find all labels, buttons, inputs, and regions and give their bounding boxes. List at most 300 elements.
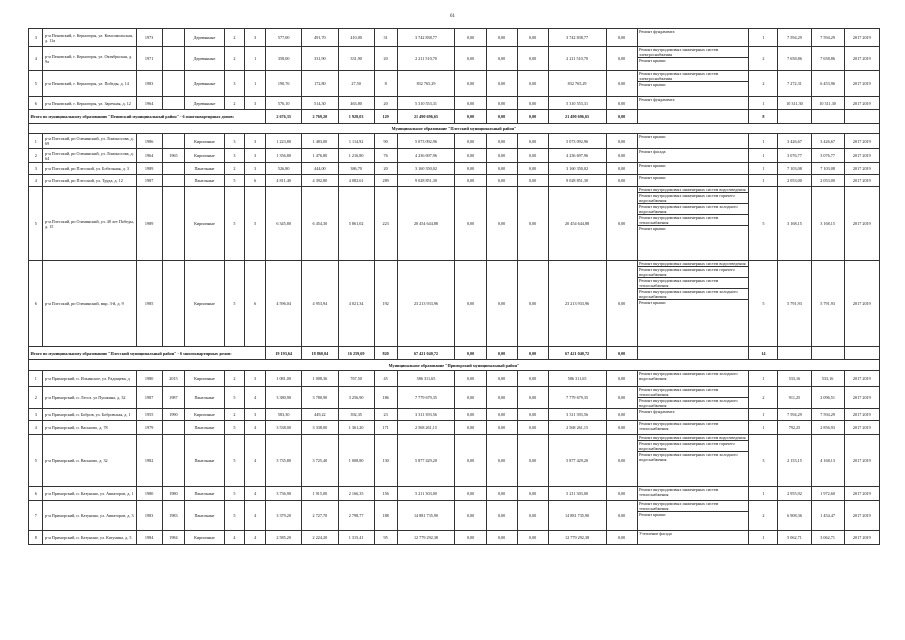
table-cell: 0,00 <box>455 487 486 501</box>
table-cell: 1 356,80 <box>266 149 302 163</box>
table-row <box>29 149 880 163</box>
work-type-item: Ремонт внутридомовых инженерных систем теплоснабжения <box>638 387 749 398</box>
municipality-title: Муниципальное образование "Приморский муниципальный район" <box>29 360 880 371</box>
table-cell: 0,00 <box>486 71 517 97</box>
table-cell: 1980 <box>136 487 162 501</box>
work-types-cell <box>637 163 749 175</box>
table-cell: 5 <box>749 187 778 261</box>
table-cell: Кирпичные <box>185 371 224 387</box>
table-cell: 20 <box>374 47 397 71</box>
table-cell: 2017 2019 <box>844 163 879 175</box>
table-cell: 1971 <box>136 47 162 71</box>
table-cell: 2 <box>224 409 245 421</box>
table-cell: 3 256,90 <box>338 387 374 409</box>
table-cell: 5 <box>224 501 245 531</box>
table-cell: 3 <box>245 163 266 175</box>
table-cell: 3 311 393,56 <box>397 409 455 421</box>
address-cell: р-н Приморский, п. Катунино, ул. Авиаторов, д. 1 <box>43 487 136 501</box>
table-row <box>29 29 880 47</box>
table-cell: 4 811,40 <box>266 175 302 187</box>
table-cell: 0,00 <box>606 47 637 71</box>
table-cell: 5 310 553,31 <box>548 97 606 110</box>
table-row <box>29 187 880 261</box>
work-type-item: Ремонт крыши <box>639 226 666 231</box>
table-cell: 0,00 <box>517 134 548 149</box>
subtotal-cell: 67 421 040,72 <box>548 347 606 360</box>
table-cell: 1 476,80 <box>302 149 338 163</box>
work-type-item: Ремонт крыши <box>639 175 666 180</box>
table-cell: 0,00 <box>486 261 517 347</box>
table-cell: 3 <box>29 29 43 47</box>
table-cell: 586 311,65 <box>548 371 606 387</box>
table-cell: 4 <box>29 175 43 187</box>
table-cell: 20 454 644,88 <box>397 187 455 261</box>
table-cell: 2017 2019 <box>844 387 879 409</box>
table-cell: 2 166,35 <box>338 487 374 501</box>
table-row <box>29 371 880 387</box>
table-cell: 4 <box>29 421 43 435</box>
table-cell: 410,00 <box>338 29 374 47</box>
table-cell: 172,80 <box>302 71 338 97</box>
subtotal-cell: 0,00 <box>455 110 486 124</box>
table-cell: 2 585,20 <box>266 531 302 545</box>
table-cell: 577,00 <box>266 29 302 47</box>
table-cell: 3 <box>245 409 266 421</box>
address-cell: р-н Приморский, п. Бобров, ул. Бобровская, д. 1 <box>43 409 136 421</box>
table-cell: 3 379,20 <box>266 501 302 531</box>
table-cell: 2 <box>224 29 245 47</box>
table-cell: Кирпичные <box>185 134 224 149</box>
table-body <box>29 29 880 545</box>
work-types-cell <box>637 71 749 97</box>
table-cell: 0,00 <box>486 531 517 545</box>
subtotal-row <box>29 110 880 124</box>
empty-cell <box>637 347 749 360</box>
work-types-cell <box>637 531 749 545</box>
table-cell: 1 <box>749 531 778 545</box>
table-cell: 514,30 <box>302 97 338 110</box>
subtotal-cell: 21 490 696,65 <box>548 110 606 124</box>
table-row <box>29 501 880 531</box>
table-cell <box>162 71 185 97</box>
table-cell: Панельные <box>185 421 224 435</box>
table-cell: 1989 <box>136 187 162 261</box>
subtotal-cell: 18 860,04 <box>302 347 338 360</box>
table-cell: 1964 <box>136 149 162 163</box>
table-cell: 188 <box>374 501 397 531</box>
table-cell: 7 103,08 <box>811 163 844 175</box>
address-cell: р-н Плесский, рп Оленинский, ул. Ломоносова, д. 64 <box>43 149 136 163</box>
table-cell: 2 <box>749 71 778 97</box>
work-type-item: Ремонт внутридомовых инженерных систем водоотведения <box>638 261 749 267</box>
table-cell: 0,00 <box>455 134 486 149</box>
table-cell: 1985 <box>136 261 162 347</box>
table-cell: 0,00 <box>606 29 637 47</box>
subtotal-cell: 2 769,20 <box>302 110 338 124</box>
table-cell: 156 <box>374 487 397 501</box>
table-cell: 9 028 851,30 <box>548 175 606 187</box>
table-row <box>29 435 880 487</box>
table-cell: 911,25 <box>778 387 811 409</box>
table-cell: 2 153,15 <box>778 435 811 487</box>
table-cell: 10 311,30 <box>811 97 844 110</box>
table-cell: 0,00 <box>486 47 517 71</box>
table-cell: 0,00 <box>606 501 637 531</box>
subtotal-cell: 0,00 <box>606 347 637 360</box>
table-cell: 23 213 933,96 <box>397 261 455 347</box>
table-cell: 3 538,00 <box>266 421 302 435</box>
table-cell: 1984 <box>162 531 185 545</box>
table-cell: 90 <box>374 134 397 149</box>
table-cell: 6 <box>245 261 266 347</box>
work-type-item: Ремонт внутридомовых инженерных систем холодного водоснабжения <box>639 371 738 381</box>
table-cell: 0,00 <box>486 501 517 531</box>
table-cell: 583,30 <box>266 409 302 421</box>
table-row <box>29 163 880 175</box>
table-cell: 8 <box>374 71 397 97</box>
table-cell: 1979 <box>136 421 162 435</box>
table-cell: 5 791,93 <box>778 261 811 347</box>
table-cell: 1 216,80 <box>338 149 374 163</box>
table-cell: 2 <box>29 149 43 163</box>
table-cell: 2 <box>224 163 245 175</box>
table-cell: 1989 <box>136 163 162 175</box>
table-cell: 2 <box>224 371 245 387</box>
table-cell <box>162 134 185 149</box>
table-cell: 3 426,67 <box>778 134 811 149</box>
table-cell: 0,00 <box>455 187 486 261</box>
table-cell: 3 160 350,02 <box>548 163 606 175</box>
table-cell: 0,00 <box>517 421 548 435</box>
empty-cell <box>778 110 811 124</box>
table-cell: 767,50 <box>338 371 374 387</box>
table-cell: 1 <box>749 409 778 421</box>
subtotal-cell: 16 259,69 <box>338 347 374 360</box>
table-cell: 2 <box>224 97 245 110</box>
table-cell: 1984 <box>136 531 162 545</box>
table-cell: 12 779 292,38 <box>548 531 606 545</box>
table-cell: 0,00 <box>606 435 637 487</box>
table-cell: 4 392,80 <box>302 175 338 187</box>
table-cell: 586 311,65 <box>397 371 455 387</box>
subtotal-row <box>29 347 880 360</box>
table-cell: Кирпичные <box>185 149 224 163</box>
table-cell: 0,00 <box>517 409 548 421</box>
table-cell: 223 <box>374 187 397 261</box>
table-cell: 0,00 <box>517 261 548 347</box>
table-cell: 1 <box>749 29 778 47</box>
work-type-item: Ремонт внутридомовых инженерных систем горячего водоснабжения <box>638 267 749 278</box>
table-cell <box>162 421 185 435</box>
table-cell: 1 <box>749 371 778 387</box>
table-cell: 3 736,90 <box>266 487 302 501</box>
table-cell: 2017 2019 <box>844 435 879 487</box>
table-cell: 0,00 <box>517 175 548 187</box>
table-cell: Кирпичные <box>185 531 224 545</box>
table-cell: 1 972,60 <box>811 487 844 501</box>
table-cell: 533,16 <box>811 371 844 387</box>
address-cell: р-н Пеновский, г. Керногоры, ул. Победы, д. 14 <box>43 71 136 97</box>
table-cell: 1 <box>749 163 778 175</box>
table-cell: 2017 2019 <box>844 421 879 435</box>
work-type-item: Ремонт внутридомовых инженерных систем холодного водоснабжения <box>638 289 749 300</box>
table-cell: 289 <box>374 175 397 187</box>
work-types-cell <box>637 187 749 261</box>
table-cell: 5 <box>29 187 43 261</box>
table-cell: 2 096,51 <box>811 387 844 409</box>
table-row <box>29 387 880 409</box>
table-cell: 7 779 679,35 <box>397 387 455 409</box>
table-cell: Панельные <box>185 175 224 187</box>
table-cell: 392,35 <box>338 409 374 421</box>
table-cell: 3 168,15 <box>778 187 811 261</box>
work-type-item: Ремонт крыши <box>639 512 666 517</box>
address-cell: р-н Пеновский, г. Керногоры, ул. Комсомольская, д. 11а <box>43 29 136 47</box>
table-cell: 0,00 <box>455 29 486 47</box>
table-cell: 463,80 <box>338 97 374 110</box>
table-cell <box>162 97 185 110</box>
table-cell: 0,00 <box>455 175 486 187</box>
work-types-cell <box>637 29 749 47</box>
table-cell: 10 311,30 <box>778 97 811 110</box>
municipality-header-row <box>29 124 880 134</box>
table-cell: 190,76 <box>266 71 302 97</box>
table-cell: 6 345,80 <box>266 187 302 261</box>
table-cell: 2 053,00 <box>811 175 844 187</box>
municipality-title: Муниципальное образование "Плесский муниципальный район" <box>29 124 880 134</box>
work-type-item: Ремонт внутридомовых инженерных систем водоотведения <box>638 187 749 193</box>
table-cell: 6 <box>245 175 266 187</box>
table-cell: 5 <box>224 387 245 409</box>
subtotal-cell: 0,00 <box>606 110 637 124</box>
address-cell: р-н Приморский, п. Васьково, д. 78 <box>43 421 136 435</box>
table-cell: 4 <box>245 435 266 487</box>
table-cell: 20 <box>374 163 397 175</box>
table-cell: 4 236 697,96 <box>548 149 606 163</box>
table-cell: 5 877 429,20 <box>397 435 455 487</box>
table-cell: 2017 2019 <box>844 487 879 501</box>
table-cell: 31 <box>374 29 397 47</box>
work-type-item: Ремонт внутридомовых инженерных систем электроснабжения <box>638 47 749 58</box>
table-cell: Кирпичные <box>185 409 224 421</box>
table-cell: Панельные <box>185 163 224 175</box>
table-cell: 1973 <box>136 29 162 47</box>
subtotal-cell: 21 490 696,65 <box>397 110 455 124</box>
table-cell: 3 <box>224 134 245 149</box>
empty-cell <box>844 110 879 124</box>
table-cell: 0,00 <box>486 97 517 110</box>
table-cell: 3 <box>245 97 266 110</box>
table-cell: 2 856,93 <box>811 421 844 435</box>
table-cell: 0,00 <box>486 409 517 421</box>
table-cell: 331,90 <box>302 47 338 71</box>
table-cell <box>162 261 185 347</box>
work-type-item: Ремонт крыши <box>639 58 666 63</box>
table-cell: 1983 <box>162 501 185 531</box>
table-cell: Панельные <box>185 387 224 409</box>
table-row <box>29 175 880 187</box>
work-type-item: Ремонт внутридомовых инженерных систем теплоснабжения <box>638 501 749 512</box>
empty-cell <box>811 347 844 360</box>
table-cell: 6 <box>29 487 43 501</box>
work-types-cell <box>637 175 749 187</box>
table-cell: 0,00 <box>606 134 637 149</box>
table-cell: 0,00 <box>517 97 548 110</box>
table-cell: 5 <box>29 71 43 97</box>
table-cell: 2017 2019 <box>844 409 879 421</box>
table-cell: 2 <box>224 47 245 71</box>
table-cell: 0,00 <box>455 435 486 487</box>
table-cell: 0,00 <box>606 97 637 110</box>
work-types-cell <box>637 409 749 421</box>
table-cell: 4 236 697,96 <box>397 149 455 163</box>
table-cell: Кирпичные <box>185 187 224 261</box>
table-cell <box>162 175 185 187</box>
work-type-item: Ремонт внутридомовых инженерных систем электроснабжения <box>638 71 749 82</box>
table-cell: 0,00 <box>455 71 486 97</box>
table-cell: 1 223,80 <box>266 134 302 149</box>
table-cell: Панельные <box>185 487 224 501</box>
table-cell: 5 <box>224 421 245 435</box>
work-type-item: Ремонт внутридомовых инженерных систем теплоснабжения <box>639 487 719 497</box>
table-cell: 792,25 <box>778 421 811 435</box>
table-cell: 4 <box>224 531 245 545</box>
table-cell: 0,00 <box>455 261 486 347</box>
work-type-item: Ремонт внутридомовых инженерных систем теплоснабжения <box>638 215 749 226</box>
work-type-item: Ремонт внутридомовых инженерных систем горячего водоснабжения <box>638 193 749 204</box>
table-cell: 2015 <box>162 371 185 387</box>
table-cell: 0,00 <box>517 149 548 163</box>
table-cell: 1 483,00 <box>302 134 338 149</box>
table-cell: 2 211 510,70 <box>397 47 455 71</box>
table-cell: 2 224,20 <box>302 531 338 545</box>
work-types-cell <box>637 435 749 487</box>
table-cell: Деревянные <box>185 47 224 71</box>
table-cell: 3 <box>29 163 43 175</box>
table-cell: 2 <box>749 47 778 71</box>
table-cell: 5 <box>224 435 245 487</box>
empty-cell <box>844 347 879 360</box>
table-cell: 2017 2019 <box>844 371 879 387</box>
table-cell: 1987 <box>162 387 185 409</box>
subtotal-cell: 0,00 <box>486 110 517 124</box>
table-cell: 1 <box>245 47 266 71</box>
table-cell: 1980 <box>136 371 162 387</box>
municipality-header-row <box>29 360 880 371</box>
table-cell: 7 594,29 <box>811 29 844 47</box>
table-cell: 2017 2019 <box>844 175 879 187</box>
table-cell: 1 <box>29 371 43 387</box>
work-type-item: Ремонт крыши <box>639 82 666 87</box>
table-cell: 2017 2019 <box>844 261 879 347</box>
table-row <box>29 97 880 110</box>
table-cell: 2017 2019 <box>844 97 879 110</box>
address-cell: р-н Приморский, п. Катунино, ул. Катунина, д. 5 <box>43 531 136 545</box>
table-cell: 2 <box>749 501 778 531</box>
table-cell: 0,00 <box>606 371 637 387</box>
table-cell: 1 915,00 <box>302 487 338 501</box>
table-row <box>29 134 880 149</box>
work-types-cell <box>637 387 749 409</box>
subtotal-label: Итого по муниципальному образованию "Плесский муниципальный район" - 6 многоквартирных домов: <box>29 347 266 360</box>
table-cell: 0,00 <box>517 29 548 47</box>
table-cell: 3 <box>245 29 266 47</box>
empty-cell <box>637 110 749 124</box>
table-cell: 3 <box>224 149 245 163</box>
subtotal-work-count: 14 <box>749 347 778 360</box>
table-cell: 2017 2019 <box>844 501 879 531</box>
table-cell: 7 594,29 <box>778 409 811 421</box>
table-cell: 0,00 <box>606 187 637 261</box>
table-cell: 5 073 092,96 <box>548 134 606 149</box>
table-row <box>29 487 880 501</box>
table-cell: 1 081,00 <box>266 371 302 387</box>
table-cell: 3 311 393,56 <box>548 409 606 421</box>
address-cell: р-н Приморский, п. Васьково, д. 32 <box>43 435 136 487</box>
work-types-cell <box>637 47 749 71</box>
table-cell: 0,00 <box>486 134 517 149</box>
table-cell: 1 315,41 <box>338 531 374 545</box>
work-type-item: Ремонт внутридомовых инженерных систем теплоснабжения <box>639 421 719 431</box>
work-types-cell <box>637 261 749 347</box>
table-cell: 5 <box>224 187 245 261</box>
subtotal-cell: 820 <box>374 347 397 360</box>
table-cell <box>162 29 185 47</box>
empty-cell <box>811 110 844 124</box>
table-cell: 1 <box>245 71 266 97</box>
table-cell: 0,00 <box>455 163 486 175</box>
table-cell: 0,00 <box>517 501 548 531</box>
table-cell: 7 103,08 <box>778 163 811 175</box>
work-types-cell <box>637 149 749 163</box>
work-type-item: Ремонт фундамента <box>639 29 675 34</box>
table-cell: 5 <box>224 261 245 347</box>
table-cell: 3 380,90 <box>266 387 302 409</box>
table-cell: 2 <box>749 387 778 409</box>
table-cell: 3 735,80 <box>266 435 302 487</box>
table-cell: 3 062,71 <box>811 531 844 545</box>
table-cell: 2017 2019 <box>844 71 879 97</box>
table-cell: 0,00 <box>486 175 517 187</box>
table-cell: 2017 2019 <box>844 47 879 71</box>
table-cell: 3 168,15 <box>811 187 844 261</box>
table-cell: 7 658,86 <box>778 47 811 71</box>
table-cell: 832 765,29 <box>548 71 606 97</box>
work-type-item: Ремонт внутридомовых инженерных систем горячего водоснабжения <box>638 441 749 452</box>
table-cell: 3 338,00 <box>302 421 338 435</box>
work-types-cell <box>637 501 749 531</box>
table-cell: 1987 <box>136 175 162 187</box>
table-cell: 0,00 <box>517 387 548 409</box>
table-cell: 1 <box>29 134 43 149</box>
table-cell: 1 <box>749 134 778 149</box>
table-cell <box>162 187 185 261</box>
table-row <box>29 421 880 435</box>
table-cell: Деревянные <box>185 71 224 97</box>
subtotal-cell: 0,00 <box>486 347 517 360</box>
table-cell: 0,00 <box>606 409 637 421</box>
address-cell: р-н Приморский, п. Ильинское, ул. Радищева, д <box>43 371 136 387</box>
table-cell: 1986 <box>136 134 162 149</box>
table-cell: 1965 <box>162 149 185 163</box>
table-cell: 2 <box>29 387 43 409</box>
table-cell: 5 211 303,00 <box>397 487 455 501</box>
table-cell: 14 881 735,90 <box>548 501 606 531</box>
table-row <box>29 531 880 545</box>
table-cell: 186 <box>374 387 397 409</box>
table-cell: 76 <box>374 149 397 163</box>
table-cell: 20 454 644,88 <box>548 187 606 261</box>
